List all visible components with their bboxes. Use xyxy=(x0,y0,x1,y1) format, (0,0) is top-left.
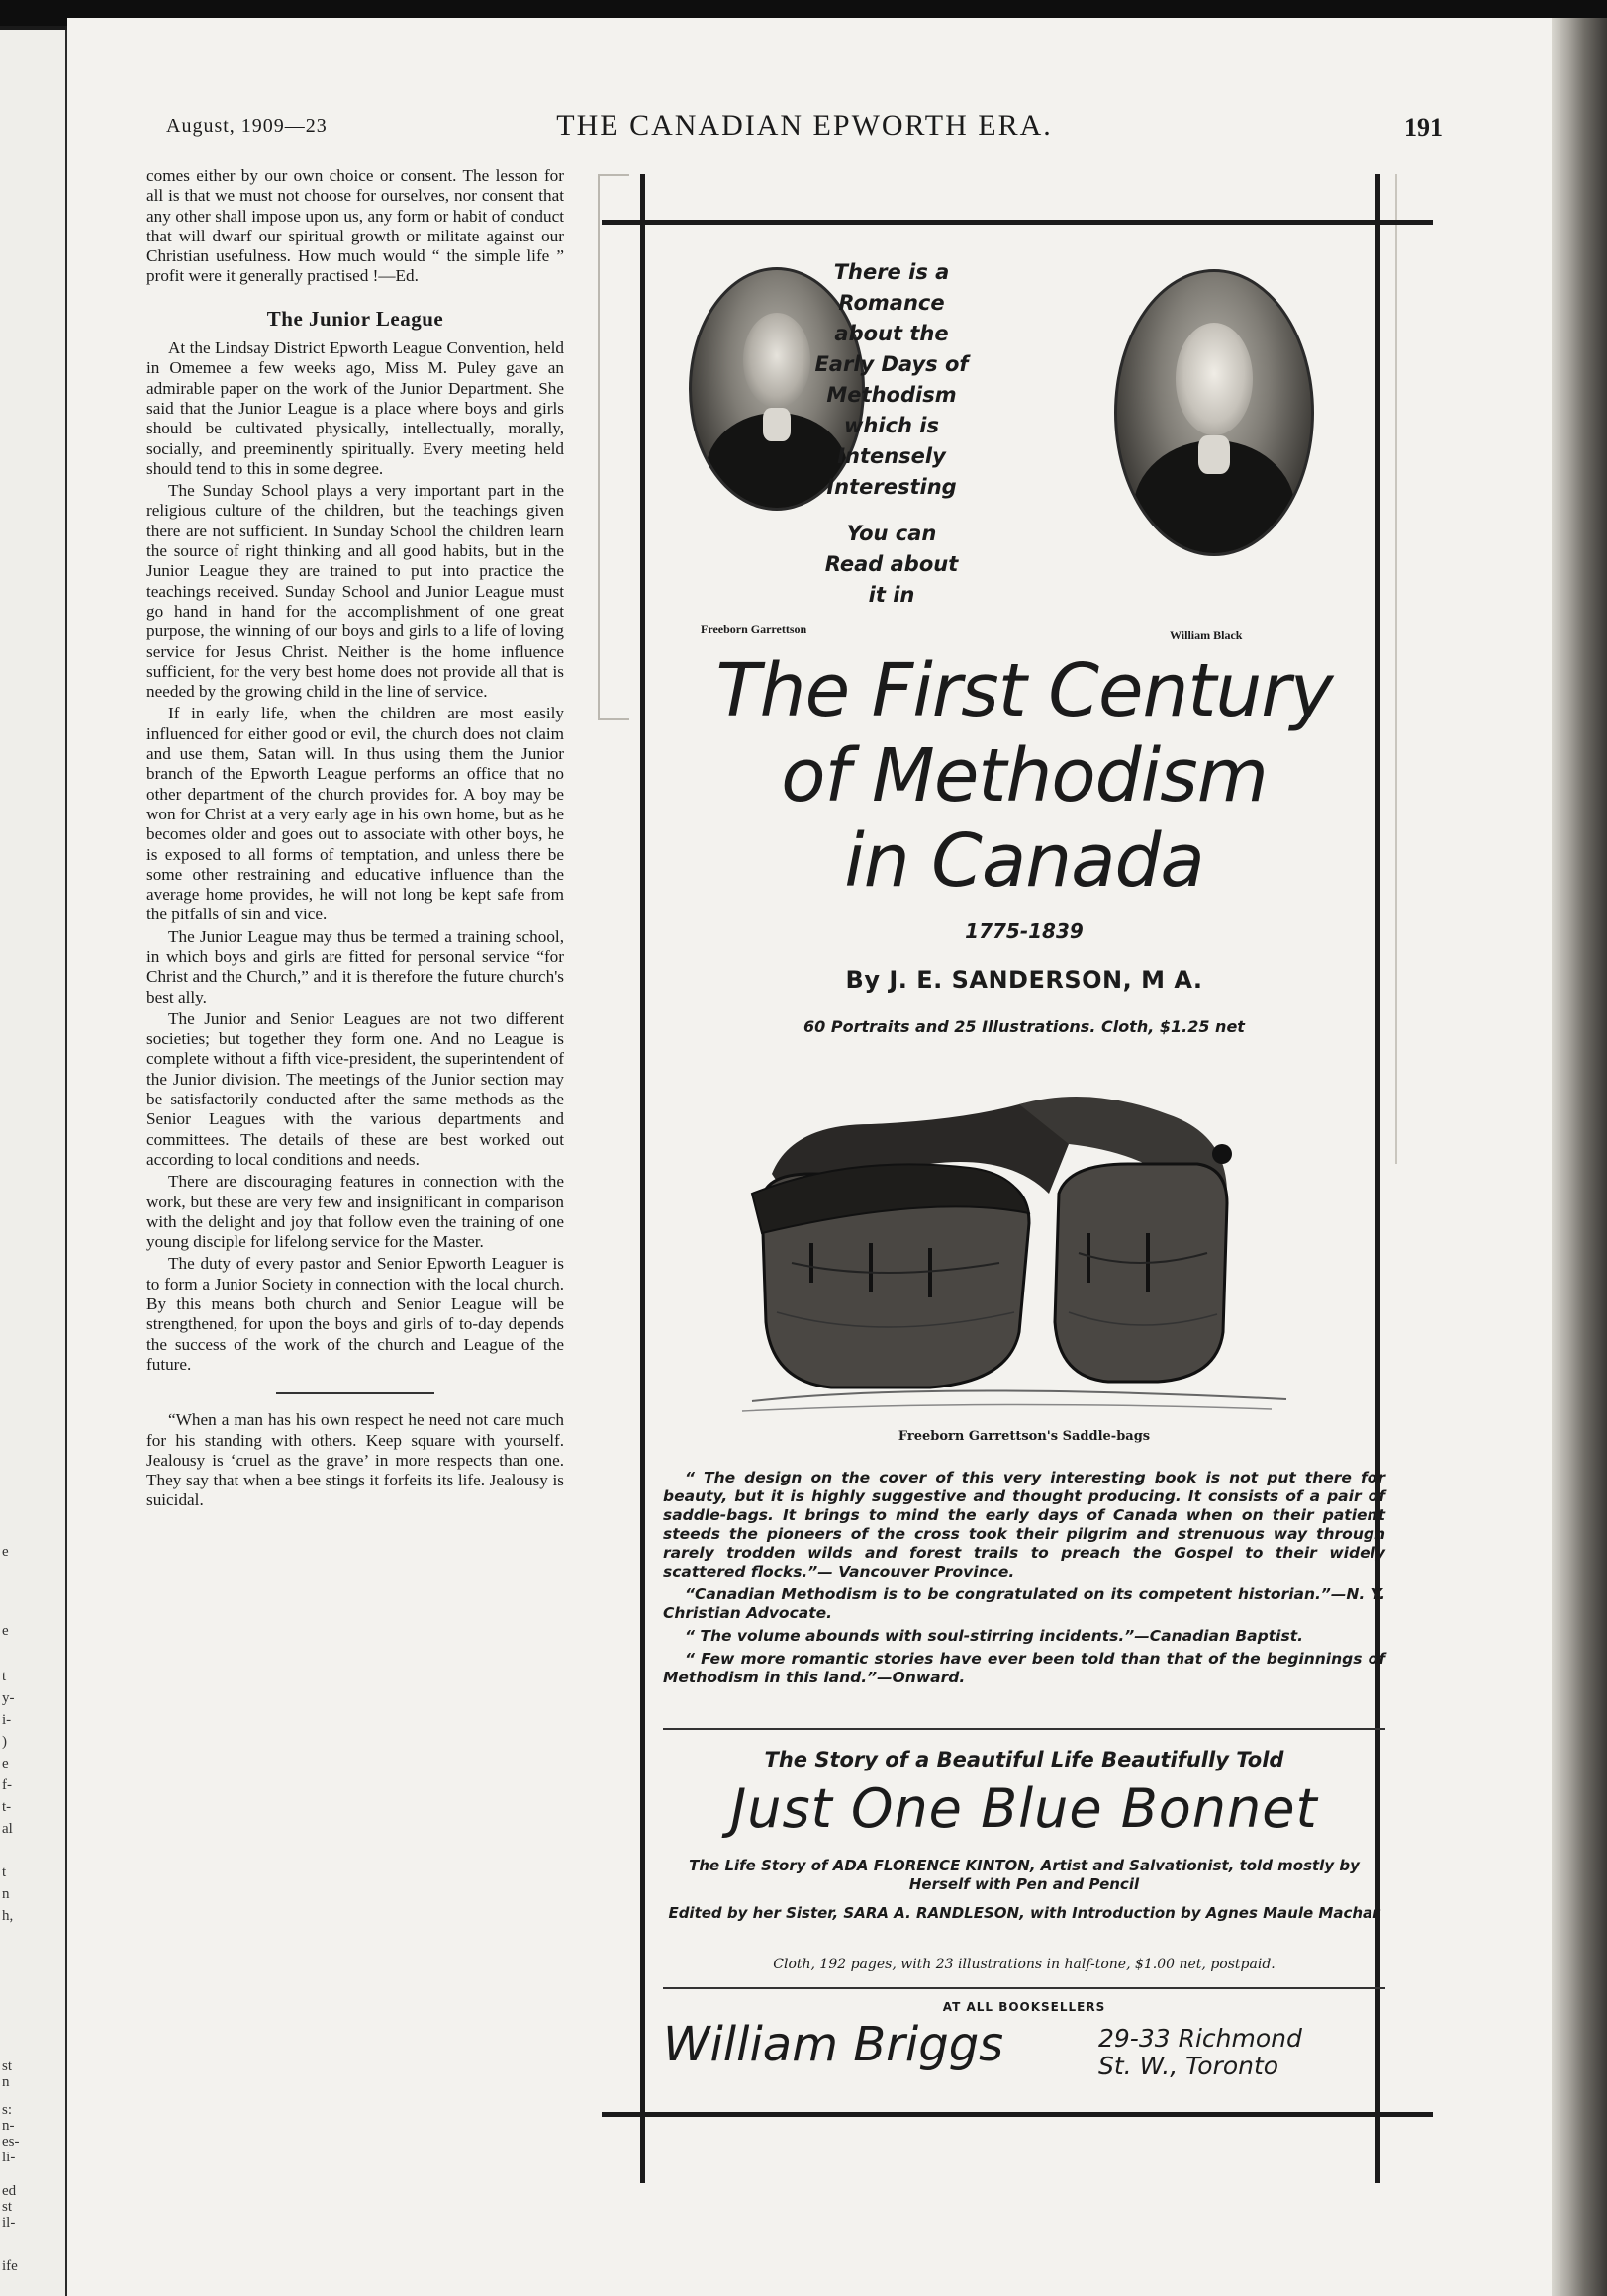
blurb-line: You can xyxy=(846,522,937,545)
publisher-address xyxy=(1098,2025,1302,2080)
margin-fragment: e xyxy=(2,1544,9,1560)
divider xyxy=(276,1392,434,1394)
margin-fragment: st xyxy=(2,2199,13,2215)
publisher-name: William Briggs xyxy=(663,2017,1004,2072)
margin-fragment: e xyxy=(2,1756,9,1771)
margin-fragment: ) xyxy=(2,1734,7,1750)
blurb-line: which is xyxy=(844,414,939,437)
margin-fragment: n xyxy=(2,2074,10,2090)
ad-divider-2 xyxy=(663,1987,1385,1989)
book2-title: Just One Blue Bonnet xyxy=(730,1777,1318,1840)
review-quote: “Canadian Methodism is to be congratulated on its competent historian.”—N. Y. Christian Advocate. xyxy=(663,1585,1385,1622)
margin-fragment: t xyxy=(2,1669,7,1684)
article-body xyxy=(146,338,564,1375)
book-title-line-2: of Methodism xyxy=(781,733,1268,818)
margin-fragment: n- xyxy=(2,2118,15,2134)
issue-date: August, 1909—23 xyxy=(166,115,328,137)
margin-fragment: f- xyxy=(2,1777,12,1793)
margin-fragment: es- xyxy=(2,2134,20,2150)
ad-blurb xyxy=(798,257,986,611)
article-paragraph: At the Lindsay District Epworth League Convention, held in Omemee a few weeks ago, Miss M. Puley gave an admirable paper on the work of the Junior Department. She said that the Junior League is a place where boys and girls should be cultivated physically, intellectually, morally, socially, and preeminently spiritually. Every meeting held should tend to this in some degree. xyxy=(146,338,564,478)
blurb-line: it in xyxy=(868,583,915,607)
blurb-line: Romance xyxy=(838,291,945,315)
portrait-caption-left: Freeborn Garrettson xyxy=(701,622,807,636)
margin-fragment: il- xyxy=(2,2215,16,2231)
page-number: 191 xyxy=(1404,113,1443,142)
review-quotes xyxy=(663,1469,1385,1691)
blurb-line: about the xyxy=(834,322,949,345)
book-details: 60 Portraits and 25 Illustrations. Cloth, $1.25 net xyxy=(804,1017,1245,1036)
article-paragraph: The Junior and Senior Leagues are not two different societies; but together they form one. And no League is complete without a fifth vice-president, the superintendent of the Junior division. The meetings of the Junior section may be satisfactorily conducted after the same methods as the Senior Leagues with the various departments and committees. The details of these are best worked out according to local conditions and needs. xyxy=(146,1008,564,1169)
portrait-william-black xyxy=(1114,269,1314,556)
portrait-caption-right: William Black xyxy=(1170,628,1243,642)
editorial-ending: comes either by our own choice or consent. The lesson for all is that we must not choose for ourselves, nor consent that any other shall impose upon us, any form or habit of conduct that will dwarf our spiritual growth or militate against our Christian usefulness. How much would “ the simple life ” profit were it generally practised !—Ed. xyxy=(146,166,564,286)
margin-fragment: st xyxy=(2,2058,13,2074)
margin-fragment: t- xyxy=(2,1799,12,1815)
margin-fragment: ife xyxy=(2,2258,18,2274)
magazine-title: THE CANADIAN EPWORTH ERA. xyxy=(556,109,1053,142)
closing-quote: “When a man has his own respect he need not care much for his standing with others. Keep square with yourself. Jealousy is ‘cruel as the grave’ in more respects than one. They say that when a bee stings it forfeits its life. Jealousy is suicidal. xyxy=(146,1410,564,1510)
ad-frame-top xyxy=(602,220,1433,225)
margin-fragment: al xyxy=(2,1821,13,1837)
margin-fragment: y- xyxy=(2,1690,15,1706)
previous-page-edge xyxy=(0,30,69,2296)
review-quote: “ The volume abounds with soul-stirring incidents.”—Canadian Baptist. xyxy=(685,1627,1303,1645)
article-heading: The Junior League xyxy=(266,306,444,331)
ad-divider xyxy=(663,1728,1385,1730)
article-paragraph: The Junior League may thus be termed a training school, in which boys and girls are fitted for personal service “for Christ and the Church,” and it is therefore the future church's best ally. xyxy=(146,926,564,1006)
book-years: 1775-1839 xyxy=(965,919,1084,943)
review-quote: “ Few more romantic stories have ever been told than that of the beginnings of Methodism in this land.”—Onward. xyxy=(663,1650,1385,1686)
blurb-line: Early Days of xyxy=(814,352,969,376)
illustration-caption: Freeborn Garrettson's Saddle-bags xyxy=(898,1429,1151,1444)
ad-frame-left xyxy=(640,174,645,2183)
book2-subtitle: The Life Story of ADA FLORENCE KINTON, Artist and Salvationist, told mostly by Herself with Pen and Pencil xyxy=(689,1857,1360,1893)
address-line-2: St. W., Toronto xyxy=(1098,2052,1279,2080)
article-paragraph: The duty of every pastor and Senior Epworth Leaguer is to form a Junior Society in connection with the local church. By this means both church and Senior League will be strengthened, for upon the boys and girls of to-day depends the success of the work of the church and League of the future. xyxy=(146,1254,564,1374)
ad-frame-bottom xyxy=(602,2112,1433,2117)
book-advertisement xyxy=(584,174,1465,2183)
book-title-line-3: in Canada xyxy=(844,818,1204,904)
book-author: By J. E. SANDERSON, M A. xyxy=(845,966,1203,994)
article-column xyxy=(146,166,564,1513)
blurb-line: Read about xyxy=(824,552,959,576)
margin-fragment: e xyxy=(2,1623,9,1639)
book-page-edges xyxy=(1552,18,1607,2296)
page-header xyxy=(166,109,1443,148)
margin-fragment: n xyxy=(2,1886,10,1902)
book2-details: Cloth, 192 pages, with 23 illustrations in half-tone, $1.00 net, postpaid. xyxy=(773,1957,1276,1972)
story-tagline: The Story of a Beautiful Life Beautifully Told xyxy=(764,1748,1284,1771)
margin-fragment: t xyxy=(2,1865,7,1880)
blurb-line: Interesting xyxy=(826,475,957,499)
booksellers-note: AT ALL BOOKSELLERS xyxy=(942,2000,1106,2014)
margin-fragment: li- xyxy=(2,2150,16,2165)
address-line-1: 29-33 Richmond xyxy=(1098,2024,1302,2053)
margin-fragment: h, xyxy=(2,1908,14,1924)
book-title-line-1: The First Century xyxy=(715,648,1333,733)
blurb-line: There is a xyxy=(833,260,950,284)
blurb-line: Intensely xyxy=(837,444,946,468)
margin-fragment: s: xyxy=(2,2102,13,2118)
margin-fragment: ed xyxy=(2,2183,17,2199)
article-paragraph: If in early life, when the children are most easily influenced for either good or evil, the church does not claim and use them, Satan will. In thus using them the Junior branch of the Epworth League performs an office that no other department of the church provides for. A boy may be won for Christ at a very early age in his own home, but as he becomes older and goes out to associate with other boys, he is exposed to all forms of temptation, and unless there be some other restraining and educative influence than the average home provides, he will not long be kept safe from the pitfalls of sin and vice. xyxy=(146,704,564,924)
book2-editor: Edited by her Sister, SARA A. RANDLESON, with Introduction by Agnes Maule Machar xyxy=(668,1904,1380,1922)
blurb-line: Methodism xyxy=(826,383,957,407)
article-paragraph: There are discouraging features in connection with the work, but these are very few and insignificant in comparison with the delight and joy that follow even the training of one young disciple for lifelong service for the Master. xyxy=(146,1172,564,1252)
review-quote: “ The design on the cover of this very interesting book is not put there for beauty, but it is highly suggestive and thought producing. It consists of a pair of saddle-bags. It brings to mind the early days of Canada when on their patient steeds the pioneers of the cross took their pilgrim and strenuous way through rarely trodden wilds and forest trails to preach the Gospel to their widely scattered flocks.”— Vancouver Province. xyxy=(663,1469,1385,1580)
margin-fragment: i- xyxy=(2,1712,12,1728)
saddle-bags-illustration xyxy=(732,1085,1296,1416)
article-paragraph: The Sunday School plays a very important part in the religious culture of the children, but the teachings given there are not sufficient. In Sunday School the children learn the source of right thinking and all good habits, but in the Junior League they are trained to put into practice the teachings received. Sunday School and Junior League must go hand in hand for the accomplishment of one great purpose, the winning of our boys and girls to a life of loving service for Jesus Christ. Neither is the home influence sufficient, for the very best home does not provide all that is needed by the growing child in the line of service. xyxy=(146,481,564,702)
